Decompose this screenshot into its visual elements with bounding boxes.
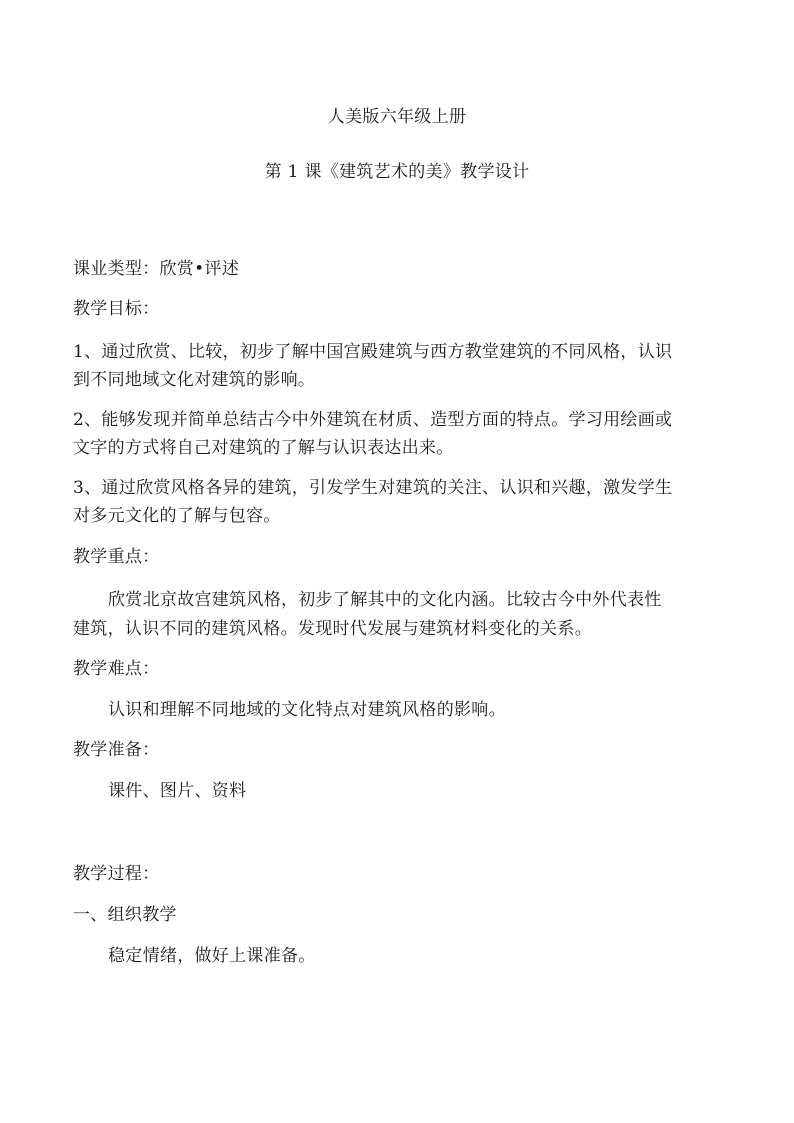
objective-1-line1: 1、通过欣赏、比较，初步了解中国宫殿建筑与西方教堂建筑的不同风格，认识	[73, 342, 673, 362]
difficulties-heading: 教学难点：	[73, 659, 160, 679]
objective-2-line1: 2、能够发现并简单总结古今中外建筑在材质、造型方面的特点。学习用绘画或	[73, 410, 673, 430]
preparation-text: 课件、图片、资料	[108, 781, 247, 801]
preparation-heading: 教学准备：	[73, 740, 160, 760]
process-step1-title: 一、组织教学	[73, 905, 177, 925]
document-title-lesson: 第 1 课《建筑艺术的美》教学设计	[264, 162, 530, 182]
objective-3-line2: 对多元文化的了解与包容。	[73, 506, 281, 526]
objective-3-line1: 3、通过欣赏风格各异的建筑，引发学生对建筑的关注、认识和兴趣，激发学生	[73, 478, 673, 498]
objective-2-line2: 文字的方式将自己对建筑的了解与认识表达出来。	[73, 438, 454, 458]
key-points-line2: 建筑，认识不同的建筑风格。发现时代发展与建筑材料变化的关系。	[73, 619, 592, 639]
difficulties-text: 认识和理解不同地域的文化特点对建筑风格的影响。	[108, 700, 506, 720]
document-title-grade: 人美版六年级上册	[327, 107, 467, 127]
process-step1-text: 稳定情绪，做好上课准备。	[108, 946, 316, 966]
process-heading: 教学过程：	[73, 864, 160, 884]
key-points-heading: 教学重点：	[73, 547, 160, 567]
lesson-type: 课业类型：欣赏•评述	[73, 259, 240, 279]
key-points-line1: 欣赏北京故宫建筑风格，初步了解其中的文化内涵。比较古今中外代表性	[108, 590, 662, 610]
objectives-heading: 教学目标：	[73, 299, 160, 319]
objective-1-line2: 到不同地域文化对建筑的影响。	[73, 370, 316, 390]
